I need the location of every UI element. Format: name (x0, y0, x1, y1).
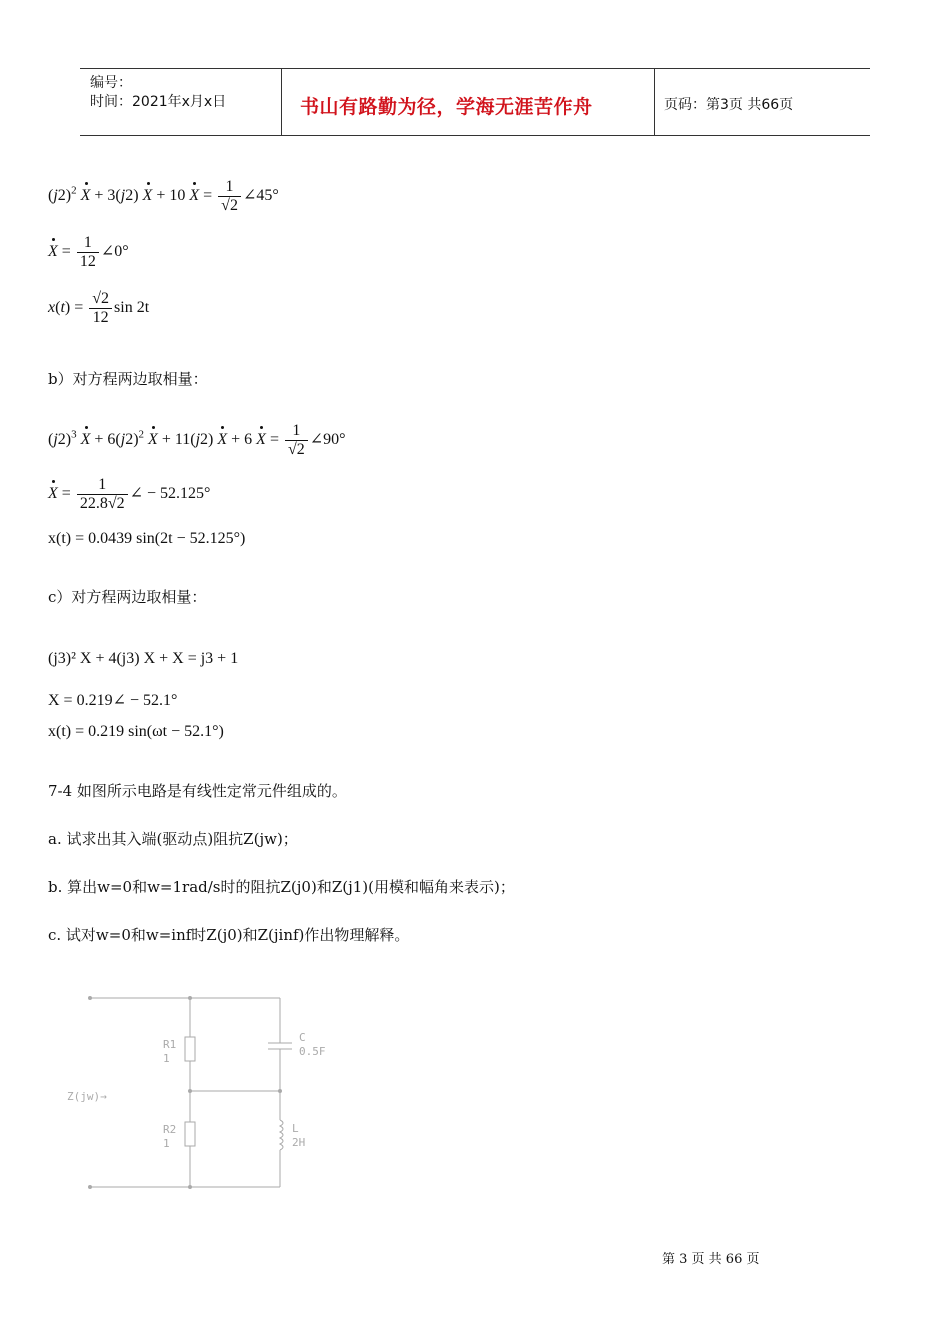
header-motto: 书山有路勤为径，学海无涯苦作舟 (300, 96, 593, 118)
equation-b-line2: X = $\frac{1}{22.8√2}$ ∠ − 52.125° (48, 476, 211, 512)
r2-name: R2 (163, 1123, 177, 1136)
equation-c-line2: X = 0.219∠ − 52.1° (48, 692, 178, 709)
footer-page-number: 第 3 页 共 66 页 (662, 1252, 760, 1267)
terminal-bottom (88, 1185, 92, 1189)
header-page-info: 页码：第3页 共66页 (664, 97, 794, 113)
header-time-label: 时间：2021年x月x日 (90, 94, 227, 110)
resistor-r2 (185, 1122, 195, 1146)
equation-b-line1: $(j2)^3$ $X + 6(j2)^2$ X + 11(j2) X + 6 X = $\frac{1}{√2}$ ∠90° (48, 422, 346, 458)
eq-a2-angle: ∠0° (100, 243, 129, 261)
equation-a-line2: X = $\frac{1}{12}$ ∠0° (48, 234, 129, 270)
eq-a3-rhs: sin 2t (114, 299, 150, 317)
eq-b2-num: 1 (98, 476, 107, 493)
problem-item-b: b. 算出w=0和w=1rad/s时的阻抗Z(j0)和Z(j1)(用模和幅角来表示)； (48, 878, 515, 896)
equation-c-line3: x(t) = 0.219 sin(ωt − 52.1°) (48, 723, 224, 740)
circuit-diagram (55, 985, 355, 1200)
equation-a-line3: x(t) = $\frac{√2}{12}$ sin 2t (48, 290, 150, 326)
eq-a1-angle: ∠45° (242, 187, 279, 205)
eq-a2-num: 1 (83, 234, 92, 251)
input-impedance-label: Z(jw)→ (67, 1090, 107, 1103)
r2-value: 1 (163, 1137, 170, 1150)
eq-a1-den: √2 (218, 196, 241, 215)
section-b-heading: b）对方程两边取相量： (48, 370, 208, 388)
r1-value: 1 (163, 1052, 170, 1065)
problem-item-a: a. 试求出其入端(驱动点)阻抗Z(jw)； (48, 830, 298, 848)
equation-c-line1: (j3)² X + 4(j3) X + X = j3 + 1 (48, 650, 239, 667)
l-value: 2H (292, 1136, 306, 1149)
eq-b2-den: 22.8√2 (77, 494, 128, 513)
eq-b2-angle: ∠ − 52.125° (129, 485, 211, 503)
eq-a3-den: 12 (89, 308, 112, 327)
l-name: L (292, 1122, 299, 1135)
problem-title: 7-4 如图所示电路是有线性定常元件组成的。 (48, 782, 347, 800)
c-value: 0.5F (299, 1045, 326, 1058)
eq-a2-den: 12 (77, 252, 99, 271)
eq-b1-angle: ∠90° (309, 431, 346, 449)
eq-b1-den: √2 (285, 440, 308, 459)
equation-b-line3: x(t) = 0.0439 sin(2t − 52.125°) (48, 530, 246, 547)
eq-a1-num: 1 (225, 178, 234, 195)
terminal-top (88, 996, 92, 1000)
eq-b1-num: 1 (292, 422, 301, 439)
problem-item-c: c. 试对w=0和w=inf时Z(j0)和Z(jinf)作出物理解释。 (48, 926, 410, 944)
header-number-label: 编号： (90, 75, 132, 91)
c-name: C (299, 1031, 306, 1044)
eq-a3-num: √2 (92, 290, 110, 307)
inductor-coil (280, 1120, 283, 1150)
equation-a-line1: $(j2)^2$ X + 3(j2) X + 10 X = $\frac{1}{√2}$ ∠45° (48, 178, 279, 214)
r1-name: R1 (163, 1038, 177, 1051)
section-c-heading: c）对方程两边取相量： (48, 588, 207, 606)
resistor-r1 (185, 1037, 195, 1061)
